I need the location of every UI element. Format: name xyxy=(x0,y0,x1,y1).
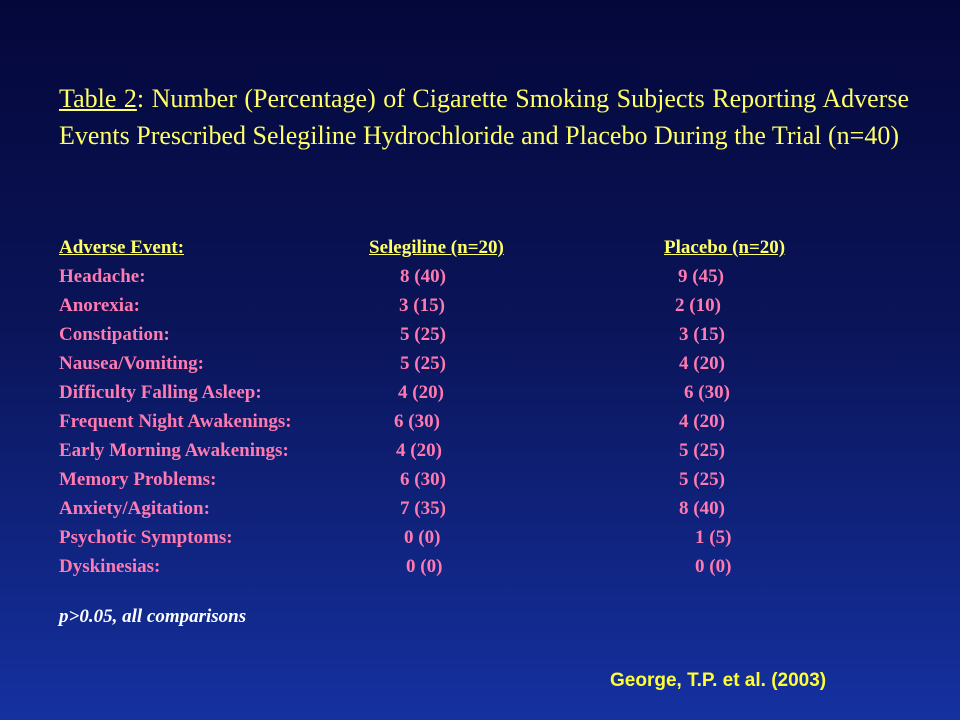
event-name: Dyskinesias: xyxy=(59,556,161,577)
event-name: Difficulty Falling Asleep: xyxy=(59,382,262,403)
event-name: Headache: xyxy=(59,266,146,287)
event-name: Constipation: xyxy=(59,324,170,345)
table-row xyxy=(59,552,859,581)
selegiline-value: 0 (0) xyxy=(404,527,441,548)
table-row xyxy=(59,436,859,465)
placebo-value: 5 (25) xyxy=(679,440,725,461)
header-selegiline: Selegiline (n=20) xyxy=(369,237,504,258)
selegiline-value: 4 (20) xyxy=(398,382,444,403)
selegiline-value: 5 (25) xyxy=(400,353,446,374)
placebo-value: 9 (45) xyxy=(678,266,724,287)
table-row xyxy=(59,407,859,436)
table-title xyxy=(59,80,909,154)
significance-footnote: p>0.05, all comparisons xyxy=(59,606,247,627)
event-name: Psychotic Symptoms: xyxy=(59,527,233,548)
table-title-text: : Number (Percentage) of Cigarette Smoking Subjects Reporting Adverse Events Prescribed Selegiline Hydrochloride and Placebo During the Trial (n=40) xyxy=(59,84,910,150)
table-header-row xyxy=(59,233,859,262)
selegiline-value: 6 (30) xyxy=(400,469,446,490)
placebo-value: 4 (20) xyxy=(679,353,725,374)
selegiline-value: 0 (0) xyxy=(406,556,443,577)
selegiline-value: 7 (35) xyxy=(400,498,446,519)
placebo-value: 6 (30) xyxy=(684,382,730,403)
table-row xyxy=(59,465,859,494)
header-placebo: Placebo (n=20) xyxy=(664,237,786,258)
event-name: Anorexia: xyxy=(59,295,140,316)
placebo-value: 2 (10) xyxy=(675,295,721,316)
event-name: Early Morning Awakenings: xyxy=(59,440,289,461)
header-adverse-event: Adverse Event: xyxy=(59,237,185,258)
selegiline-value: 4 (20) xyxy=(396,440,442,461)
table-row xyxy=(59,378,859,407)
event-name: Frequent Night Awakenings: xyxy=(59,411,292,432)
table-row xyxy=(59,349,859,378)
placebo-value: 3 (15) xyxy=(679,324,725,345)
event-name: Anxiety/Agitation: xyxy=(59,498,210,519)
table-row xyxy=(59,494,859,523)
selegiline-value: 5 (25) xyxy=(400,324,446,345)
selegiline-value: 3 (15) xyxy=(399,295,445,316)
table-row xyxy=(59,262,859,291)
placebo-value: 4 (20) xyxy=(679,411,725,432)
table-row xyxy=(59,291,859,320)
table-row xyxy=(59,320,859,349)
table-number-label: Table 2 xyxy=(59,84,137,113)
selegiline-value: 6 (30) xyxy=(394,411,440,432)
citation: George, T.P. et al. (2003) xyxy=(610,670,827,691)
placebo-value: 5 (25) xyxy=(679,469,725,490)
event-name: Memory Problems: xyxy=(59,469,217,490)
placebo-value: 8 (40) xyxy=(679,498,725,519)
placebo-value: 0 (0) xyxy=(695,556,732,577)
adverse-events-table xyxy=(59,233,859,581)
selegiline-value: 8 (40) xyxy=(400,266,446,287)
placebo-value: 1 (5) xyxy=(695,527,732,548)
table-row xyxy=(59,523,859,552)
event-name: Nausea/Vomiting: xyxy=(59,353,204,374)
